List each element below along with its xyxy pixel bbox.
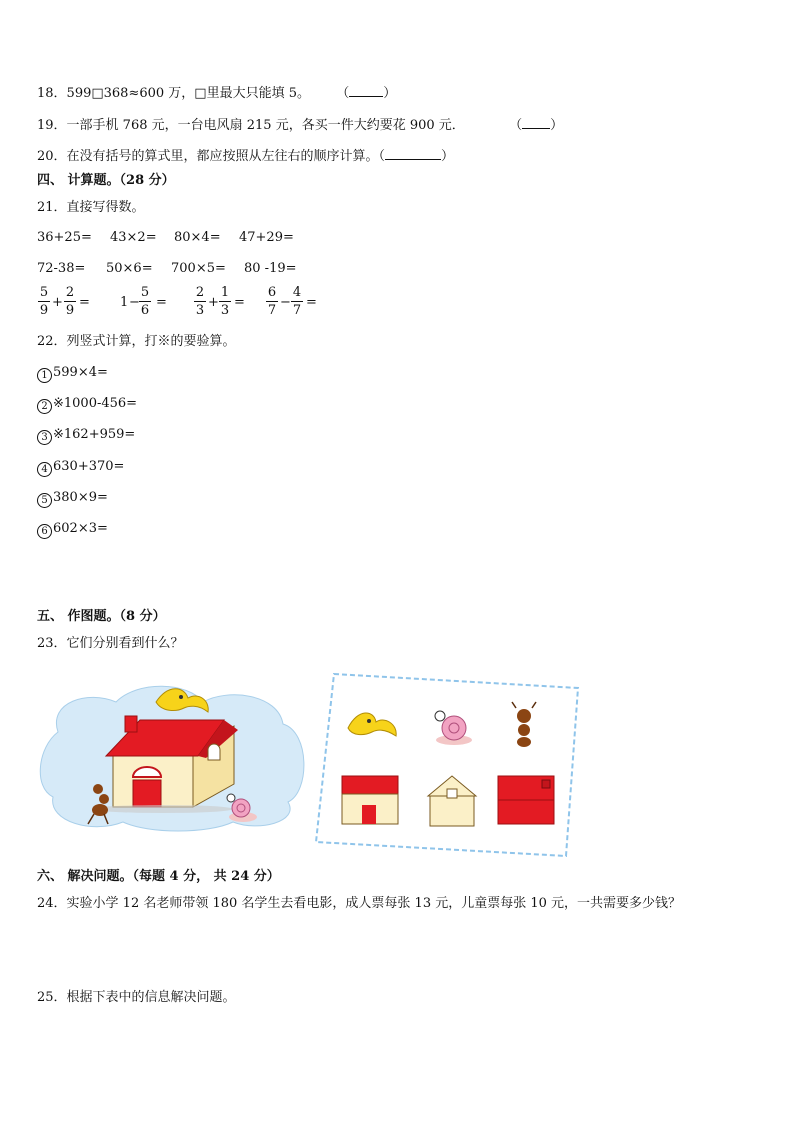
fraction: 4 7 (292, 285, 302, 318)
expression: 602×3= (53, 521, 108, 536)
circled-number: 2 (37, 399, 52, 414)
operator: − (280, 295, 291, 310)
answer-blank-19[interactable] (522, 115, 550, 129)
calc-list-item (37, 458, 124, 477)
question-23-title: 23．它们分别看到什么？ (37, 636, 184, 651)
paren-close: ） (441, 149, 455, 164)
equals: = (234, 295, 245, 310)
equals: = (79, 295, 90, 310)
question-24-text: 24．实验小学 12 名老师带领 180 名学生去看电影，成人票每张 13 元，儿童票每张 10 元，一共需要多少钱？ (37, 896, 682, 911)
calc-item: 80×4= (174, 230, 221, 245)
calc-item: 72-38= (37, 261, 86, 276)
question-20-text: 20．在没有括号的算式里，都应按照从左往右的顺序计算。（ (37, 149, 386, 164)
fraction: 6 7 (267, 285, 277, 318)
question-22-title: 22．列竖式计算，打※的要验算。 (37, 334, 236, 349)
calc-list-item (37, 520, 108, 539)
question-20 (37, 146, 454, 166)
expression: ※162+959= (53, 427, 136, 442)
fraction: 1 3 (220, 285, 230, 318)
calc-list-item (37, 395, 137, 414)
calc-list-item (37, 426, 135, 445)
fraction: 2 9 (65, 285, 75, 318)
calc-item: 80 -19= (244, 261, 297, 276)
circled-number: 1 (37, 368, 52, 383)
expression: ※1000-456= (53, 396, 138, 411)
paren-close: ） (550, 118, 564, 133)
section-6-title: 六、 解决问题。（每题 4 分， 共 24 分） (37, 869, 280, 884)
circled-number: 3 (37, 430, 52, 445)
question-18-text: 18．599□368≈600 万，□里最大只能填 5。 (37, 86, 310, 101)
calc-item: 43×2= (110, 230, 157, 245)
calc-item: 700×5= (171, 261, 226, 276)
answer-blank-20[interactable] (385, 146, 441, 160)
question-19 (37, 115, 563, 135)
operator: − (129, 295, 140, 310)
circled-number: 4 (37, 462, 52, 477)
whole-number: 1 (120, 295, 129, 310)
equals: = (156, 295, 167, 310)
section-4-title: 四、 计算题。（28 分） (37, 173, 175, 188)
question-19-text: 19．一部手机 768 元，一台电风扇 215 元，各买一件大约要花 900 元． (37, 118, 465, 133)
fraction: 2 3 (195, 285, 205, 318)
house-scene-illustration (38, 672, 310, 834)
question-18 (37, 83, 396, 103)
answer-blank-18[interactable] (349, 83, 383, 97)
calc-item: 50×6= (106, 261, 153, 276)
expression: 599×4= (53, 365, 108, 380)
calc-item: 47+29= (239, 230, 294, 245)
circled-number: 5 (37, 493, 52, 508)
circled-number: 6 (37, 524, 52, 539)
expression: 630+370= (53, 459, 125, 474)
operator: + (52, 295, 63, 310)
fraction: 5 9 (39, 285, 49, 318)
question-21-title: 21．直接写得数。 (37, 200, 145, 215)
view-choices-illustration (312, 668, 584, 860)
paren-open: （ (336, 86, 350, 101)
calc-item: 36+25= (37, 230, 92, 245)
section-5-title: 五、 作图题。（8 分） (37, 609, 166, 624)
fraction: 5 6 (140, 285, 150, 318)
question-25-text: 25．根据下表中的信息解决问题。 (37, 990, 236, 1005)
paren-open: （ (509, 118, 523, 133)
calc-list-item (37, 364, 108, 383)
equals: = (306, 295, 317, 310)
operator: + (208, 295, 219, 310)
expression: 380×9= (53, 490, 108, 505)
calc-list-item (37, 489, 108, 508)
paren-close: ） (383, 86, 397, 101)
